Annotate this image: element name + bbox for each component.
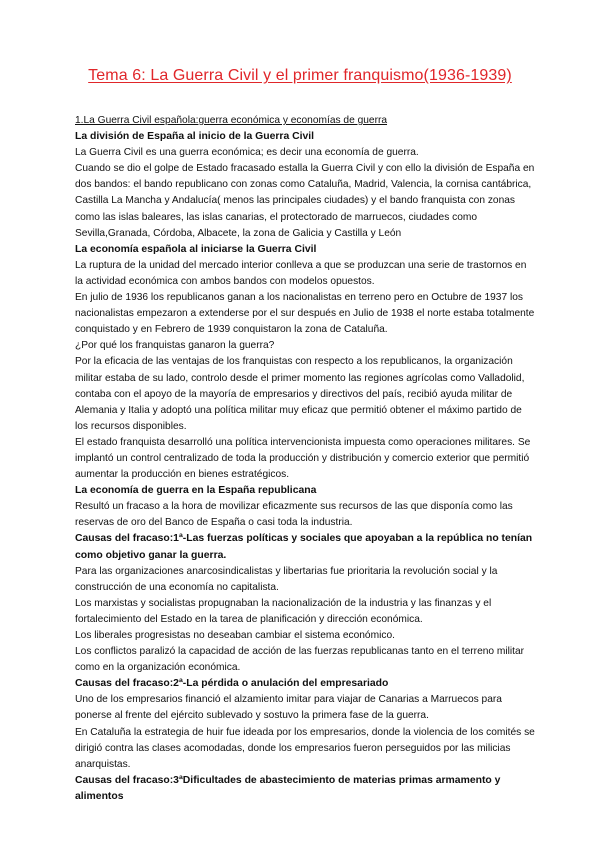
document-title: Tema 6: La Guerra Civil y el primer franquismo(1936-1939): [88, 67, 512, 84]
paragraph: La Guerra Civil es una guerra económica; es decir una economía de guerra.: [75, 147, 419, 159]
document-body: [75, 113, 535, 805]
subheading: La economía de guerra en la España republicana: [75, 485, 317, 497]
paragraph: Uno de los empresarios financió el alzamiento imitar para viajar de Canarias a Marruecos para ponerse al frente del ejército sublevado y sostuvo la primera fase de la guerra.: [75, 694, 502, 722]
subheading: La división de España al inicio de la Guerra Civil: [75, 131, 315, 143]
paragraph: ¿Por qué los franquistas ganaron la guerra?: [75, 340, 275, 352]
paragraph: La ruptura de la unidad del mercado interior conlleva a que se produzcan una serie de trastornos en la actividad económica con ambos bandos con modelos opuestos.: [75, 259, 527, 287]
subheading: Causas del fracaso:1ª-Las fuerzas políticas y sociales que apoyaban a la república no tenían como objetivo ganar la guerra.: [75, 533, 533, 561]
paragraph: El estado franquista desarrolló una política intervencionista impuesta como operaciones militares. Se implantó un control centralizado de toda la producción y distribución y comercio exterior que permitió aumentar la producción en bienes estratégicos.: [75, 436, 531, 481]
paragraph: En Cataluña la estrategia de huir fue ideada por los empresarios, donde la violencia de los comités se dirigió contra las clases acomodadas, donde los empresarios fueron perseguidos por las milicias anarquistas.: [75, 726, 535, 770]
paragraph: Los marxistas y socialistas propugnaban la nacionalización de la industria y las finanzas y el fortalecimiento del Estado en la tarea de planificación y dirección económica.: [75, 597, 492, 625]
paragraph: Los liberales progresistas no deseaban cambiar el sistema económico.: [75, 630, 395, 641]
paragraph: Los conflictos paralizó la capacidad de acción de las fuerzas republicanas tanto en el terreno militar como en la organización económica.: [75, 646, 525, 674]
section-heading: 1.La Guerra Civil española:guerra económica y economías de guerra: [75, 115, 388, 126]
subheading: La economía española al iniciarse la Guerra Civil: [75, 243, 317, 255]
paragraph: Resultó un fracaso a la hora de movilizar eficazmente sus recursos de las que disponía como las reservas de oro del Banco de España o casi toda la industria.: [75, 501, 513, 529]
paragraph: Para las organizaciones anarcosindicalistas y libertarias fue prioritaria la revolución social y la construcción de una economía no capitalista.: [75, 565, 498, 593]
paragraph: Cuando se dio el golpe de Estado fracasado estalla la Guerra Civil y con ello la división de España en dos bandos: el bando republicano con zonas como Cataluña, Madrid, Valencia, la cornisa cantábrica, Castilla La Mancha y Andalucía( menos las principales ciudades) y el bando franquista con zonas como las islas baleares, las islas canarias, el protectorado de marruecos, ciudades como Sevilla,Granada, Córdoba, Albacete, la zona de Galicia y Castilla y León: [75, 163, 535, 239]
paragraph: Por la eficacia de las ventajas de los franquistas con respecto a los republicanos, la organización militar estaba de su lado, controlo desde el primer momento las regiones agrícolas como Valladolid, contaba con el apoyo de la mayoría de empresarios y directivos del país, recibió ayuda militar de Alemania y Italia y adoptó una política militar muy eficaz que permitió obtener el máximo partido de los recursos disponibles.: [75, 356, 525, 432]
paragraph: En julio de 1936 los republicanos ganan a los nacionalistas en terreno pero en Octubre de 1937 los nacionalistas empezaron a extenderse por el sur después en Julio de 1938 el norte estaba totalmente conquistado y en Febrero de 1939 conquistaron la zona de Cataluña.: [75, 292, 535, 336]
subheading: Causas del fracaso:3ªDificultades de abastecimiento de materias primas armamento y alimentos: [75, 774, 501, 802]
subheading: Causas del fracaso:2ª-La pérdida o anulación del empresariado: [75, 678, 389, 690]
